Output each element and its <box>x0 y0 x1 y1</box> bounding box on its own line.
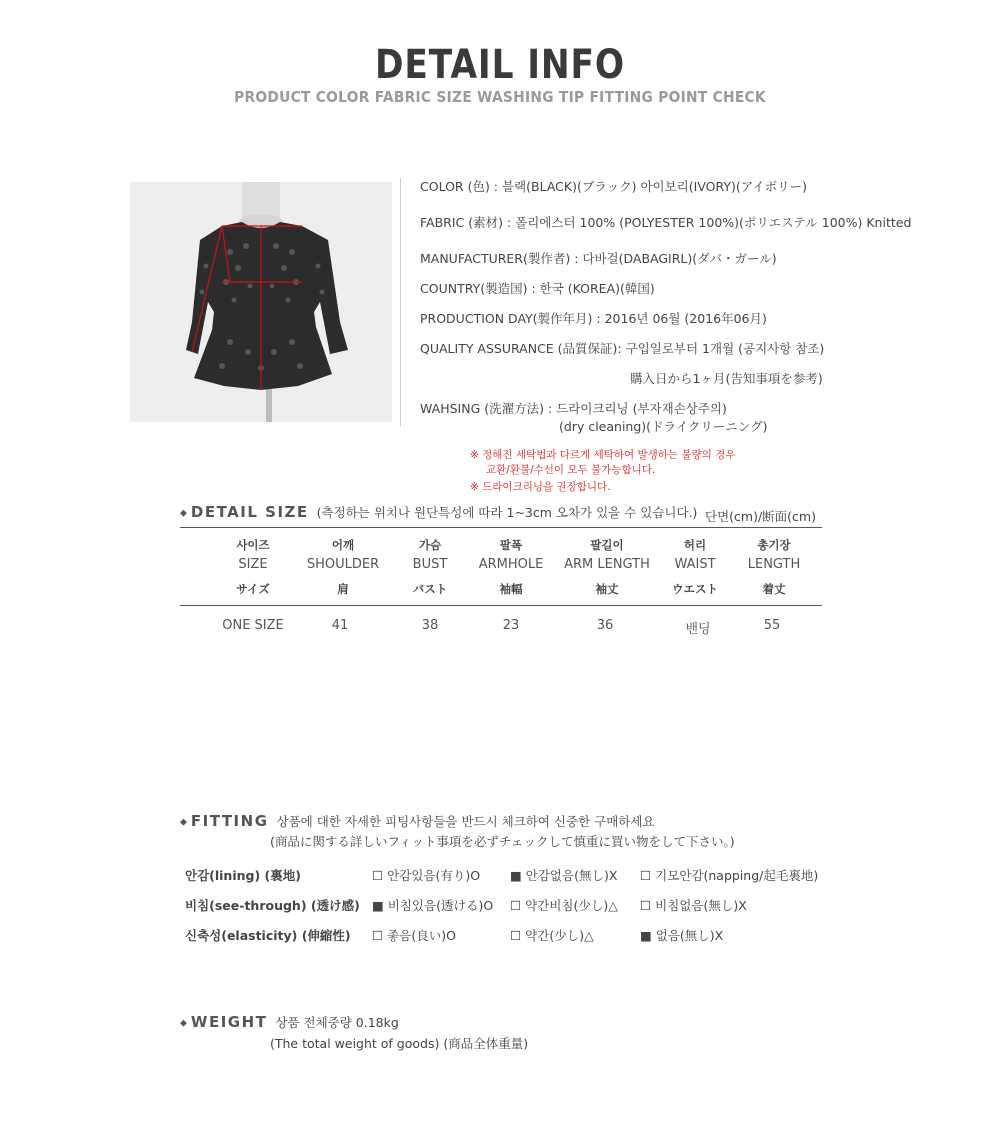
washing-notice-1: ※ 정해진 세탁법과 다르게 세탁하여 발생하는 불량의 경우 <box>470 449 736 461</box>
detail-size-label: DETAIL SIZE <box>190 503 309 521</box>
size-header-cell: バスト <box>412 582 448 596</box>
blouse-illustration <box>130 182 392 422</box>
size-table-top-rule <box>180 527 822 528</box>
info-country: COUNTRY(製造国) : 한국 (KOREA)(韓国) <box>420 281 655 296</box>
size-cell: 밴딩 <box>685 622 711 637</box>
size-header-cell: ARM LENGTH <box>564 557 650 572</box>
size-cell: 23 <box>502 618 520 633</box>
diamond-bullet-icon: ◆ <box>180 508 187 519</box>
size-header-cell: 어깨 <box>331 538 355 552</box>
fitting-row-label-see-through: 비침(see-through) (透け感) <box>185 898 360 913</box>
size-header-cell: 袖丈 <box>595 582 619 596</box>
size-cell: 55 <box>763 618 781 633</box>
info-fabric <box>420 213 911 231</box>
fitting-option: ■ 비침있음(透ける)O <box>372 898 494 913</box>
size-header-cell: 허리 <box>683 538 707 552</box>
diamond-bullet-icon: ◆ <box>180 1018 187 1029</box>
weight-heading <box>180 1013 399 1031</box>
info-color: COLOR (色) : 블랙(BLACK)(ブラック) 아이보리(IVORY)(アイボリー) <box>420 179 808 194</box>
size-header-cell: ARMHOLE <box>478 557 544 572</box>
fitting-option: ☐ 좋음(良い)O <box>372 928 456 943</box>
fitting-heading <box>180 812 655 830</box>
size-header-cell: 사이즈 <box>236 538 270 552</box>
detail-size-heading <box>180 503 697 521</box>
info-fabric-main: FABRIC (素材) : 폴리에스터 100% (POLYESTER 100%)(ポリエステル 100%) <box>420 215 863 230</box>
weight-note: (The total weight of goods) (商品全体重量) <box>270 1036 529 1051</box>
size-cell: ONE SIZE <box>222 618 284 633</box>
size-header-jp <box>180 581 822 601</box>
detail-size-note: (측정하는 위치나 원단특성에 따라 1~3cm 오차가 있을 수 있습니다.) <box>316 505 698 520</box>
info-washing-en: (dry cleaning)(ドライクリーニング) <box>559 419 768 434</box>
page-subtitle: PRODUCT COLOR FABRIC SIZE WASHING TIP FITTING POINT CHECK <box>234 88 766 106</box>
fitting-note: 상품에 대한 자세한 피팅사항들을 반드시 체크하여 신중한 구매하세요 <box>276 814 655 829</box>
size-cell: 41 <box>331 618 349 633</box>
fitting-note-jp: (商品に関する詳しいフィット事項を必ずチェックして慎重に買い物をして下さい。) <box>270 834 735 849</box>
fitting-option: ■ 안감없음(無し)X <box>510 868 618 883</box>
size-header-cell: 총기장 <box>757 538 791 552</box>
info-production-day: PRODUCTION DAY(製作年月) : 2016년 06월 (2016年06月) <box>420 311 767 326</box>
fitting-row-label-elasticity: 신축성(elasticity) (伸縮性) <box>185 928 351 943</box>
size-cell: 38 <box>421 618 439 633</box>
fitting-option: ☐ 안감있음(有り)O <box>372 868 481 883</box>
washing-notice-3: ※ 드라이크리닝을 권장합니다. <box>470 481 611 493</box>
size-header-cell: 肩 <box>337 582 349 596</box>
info-quality-assurance: QUALITY ASSURANCE (品質保証): 구입일로부터 1개월 (공지사항 참조) <box>420 341 825 356</box>
size-header-cell: 팔길이 <box>590 538 624 552</box>
fitting-option: ■ 없음(無し)X <box>640 928 724 943</box>
size-header-cell: 袖幅 <box>499 582 523 596</box>
size-header-cell: WAIST <box>674 557 716 572</box>
page-title: DETAIL INFO <box>375 42 625 88</box>
diamond-bullet-icon: ◆ <box>180 817 187 828</box>
size-header-cell: ウエスト <box>672 582 718 596</box>
size-unit: 단면(cm)/断面(cm) <box>705 509 816 524</box>
size-header-cell: 가슴 <box>418 538 442 552</box>
size-cell: 36 <box>596 618 614 633</box>
size-header-cell: BUST <box>412 557 448 572</box>
size-header-cell: LENGTH <box>747 557 801 572</box>
weight-value: 상품 전체중량 0.18kg <box>275 1015 399 1030</box>
info-quality-assurance-jp: 購入日から1ヶ月(告知事項を参考) <box>630 371 823 386</box>
info-fabric-knitted: Knitted <box>862 215 912 230</box>
size-table-mid-rule <box>180 605 822 606</box>
fitting-option: ☐ 약간(少し)△ <box>510 928 594 943</box>
size-table-row <box>180 618 822 638</box>
product-photo <box>130 182 392 422</box>
size-table <box>180 537 822 601</box>
size-header-cell: SHOULDER <box>306 557 380 572</box>
size-header-cell: SIZE <box>238 557 268 572</box>
size-header-cell: 着丈 <box>762 582 786 596</box>
size-header-cell: サイズ <box>236 582 270 596</box>
fitting-option: ☐ 기모안감(napping/起毛裏地) <box>640 868 819 883</box>
size-header-en <box>180 557 822 581</box>
weight-label: WEIGHT <box>190 1013 268 1031</box>
washing-notice-2: 교환/환불/수선이 모두 불가능합니다. <box>486 464 656 476</box>
fitting-label: FITTING <box>190 812 269 830</box>
info-washing: WAHSING (洗濯方法) : 드라이크리닝 (부자재손상주의) <box>420 401 727 416</box>
divider-line <box>400 178 401 426</box>
size-header-cell: 팔폭 <box>499 538 523 552</box>
fitting-option: ☐ 약간비침(少し)△ <box>510 898 618 913</box>
size-header-kr <box>180 537 822 557</box>
info-manufacturer: MANUFACTURER(製作者) : 다바걸(DABAGIRL)(ダバ・ガール) <box>420 251 777 266</box>
fitting-option: ☐ 비침없음(無し)X <box>640 898 747 913</box>
fitting-row-label-lining: 안감(lining) (裏地) <box>185 868 301 883</box>
